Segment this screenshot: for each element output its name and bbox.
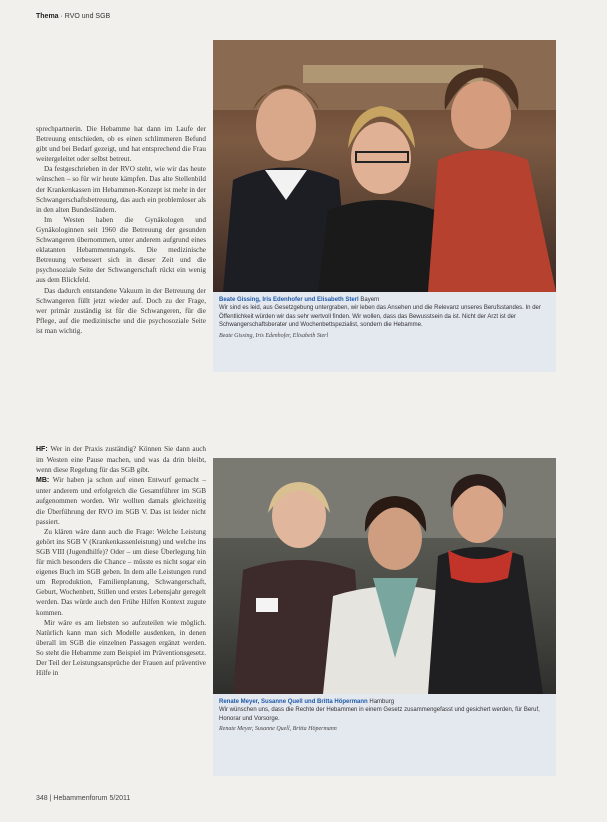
paragraph: Zu klären wäre dann auch die Frage: Welche Leistung gehört ins SGB V (Krankenkassenleistung) und welche ins SGB VIII (Jugendhilfe)? Oder – um diese Überlegung hin für mich besonders die Chance – müsste es nicht sogar ein eigenes Buch im SGB geben. In dem alle Leistungen rund um Reproduktion, Familienplanung, Schwangerschaft, Geburt, Wochenbett, Stillen und erstes Lebensjahr geregelt werden. Das würde auch den Frühe Hilfen Kontext zugute kommen. xyxy=(36,527,206,617)
speaker-label: HF: xyxy=(36,446,51,453)
page-header: Thema · RVO und SGB xyxy=(36,13,111,20)
paragraph: Mir wäre es am liebsten so aufzuteilen wie möglich. Natürlich kann man sich Modelle ausdenken, in denen überall im SGB die einzelnen Passagen ergänzt werden. So steht die Hebamme zum Beispiel im Präventionsgesetz. Der Teil der Leistungsansprüche der Frauen auf präventive Hilfe in xyxy=(36,618,206,678)
interview-answer xyxy=(36,475,206,526)
paragraph: Wir haben ja schon auf einen Entwurf gemacht – unter anderem und erfolgreich die Gesamtführer im SGB aufgenommen worden. Wir wollten damals gleichzeitig die Überführung der RVO im SGB V. Das ist leider nicht passiert. xyxy=(36,476,206,526)
caption-signature: Renate Meyer, Susanne Quell, Britta Höpermann xyxy=(219,726,337,733)
paragraph: Da festgeschrieben in der RVO steht, wie wir das heute wünschen – so für wir heute kämpfen. Das alte Stellenbild der Krankenkassen im Hebammen-Konzept ist mehr in der Schwangerschaftsbetreuung, das auch ein problemloser als in den alten Bundesländern. xyxy=(36,165,206,214)
header-section: Thema xyxy=(36,13,59,20)
interview-question xyxy=(36,444,206,475)
caption-place: Bayern xyxy=(360,297,380,303)
photo-illustration xyxy=(213,458,556,694)
paragraph: Im Westen haben die Gynäkologen und Gynäkologinnen seit 1960 die Betreuung der gesunden Schwangeren übernommen, unter anderem aufgrund eines eklatanten Hebammenmangels. Die medizinische Betreuung verbessert sich in dieser Zeit und die psychosoziale Seite der Schwangerschaft rückt ein wenig aus dem Blickfeld. xyxy=(36,215,206,285)
caption-signature: Beate Gissing, Iris Edenhofer, Elisabeth Sterl xyxy=(219,332,329,339)
page-number: 348 xyxy=(36,795,48,802)
header-topic: RVO und SGB xyxy=(64,13,111,20)
caption-names: Beate Gissing, Iris Edenhofer und Elisabeth Sterl xyxy=(219,297,359,303)
paragraph: Das dadurch entstandene Vakuum in der Betreuung der Schwangeren füllt jetzt wieder auf. Doch zu der Frage, wer primär zuständig ist für die Schwangeren, für die Pflege, auf die medizinische und die psychosoziale Seite ist man wichtig. xyxy=(36,286,206,335)
paragraph: Wer in der Praxis zuständig? Können Sie dann auch im Westen eine Pause machen, und was da drin bleibt, wenn diese Regelung für das SGB gibt. xyxy=(36,445,206,475)
page-footer: 348 | Hebammenforum 5/2011 xyxy=(36,795,131,802)
magazine-name: Hebammenforum xyxy=(53,795,108,802)
photo-three-women-bavaria xyxy=(213,40,556,292)
caption-text: Wir sind es leid, aus Gesetzgebung untergraben, wir leben das Ansehen und die Relevanz unseres Berufsstandes. In der Öffentlichkeit würden wir das sehr wertvoll finden. Wir wollen, dass das Bewusstsein da ist. Nicht der Arzt ist der Schwangerschaftsberater und Wochenbettspezialist, sondern die Hebamme. xyxy=(219,305,541,329)
issue-number: 5/2011 xyxy=(109,795,131,802)
photo-three-women-hamburg xyxy=(213,458,556,694)
caption-names: Renate Meyer, Susanne Quell und Britta Höpermann xyxy=(219,699,368,705)
paragraph: sprechpartnerin. Die Hebamme hat dann im Laufe der Betreuung entschieden, ob es einen schlimmeren Befund gibt und bei Bedarf gezeigt, und hat entsprechend die Frau weitergeleitet oder selbst betreut. xyxy=(36,125,206,164)
caption-text: Wir wünschen uns, dass die Rechte der Hebammen in einem Gesetz zusammengefasst und gesichert werden, für Beruf, Honorar und Vorsorge. xyxy=(219,707,540,722)
article-column-top xyxy=(36,124,206,336)
photo-illustration xyxy=(213,40,556,292)
photo-caption-1 xyxy=(213,292,556,372)
speaker-label: MB: xyxy=(36,477,53,485)
caption-place: Hamburg xyxy=(369,699,395,705)
photo-caption-2 xyxy=(213,694,556,776)
article-column-bottom xyxy=(36,444,206,678)
